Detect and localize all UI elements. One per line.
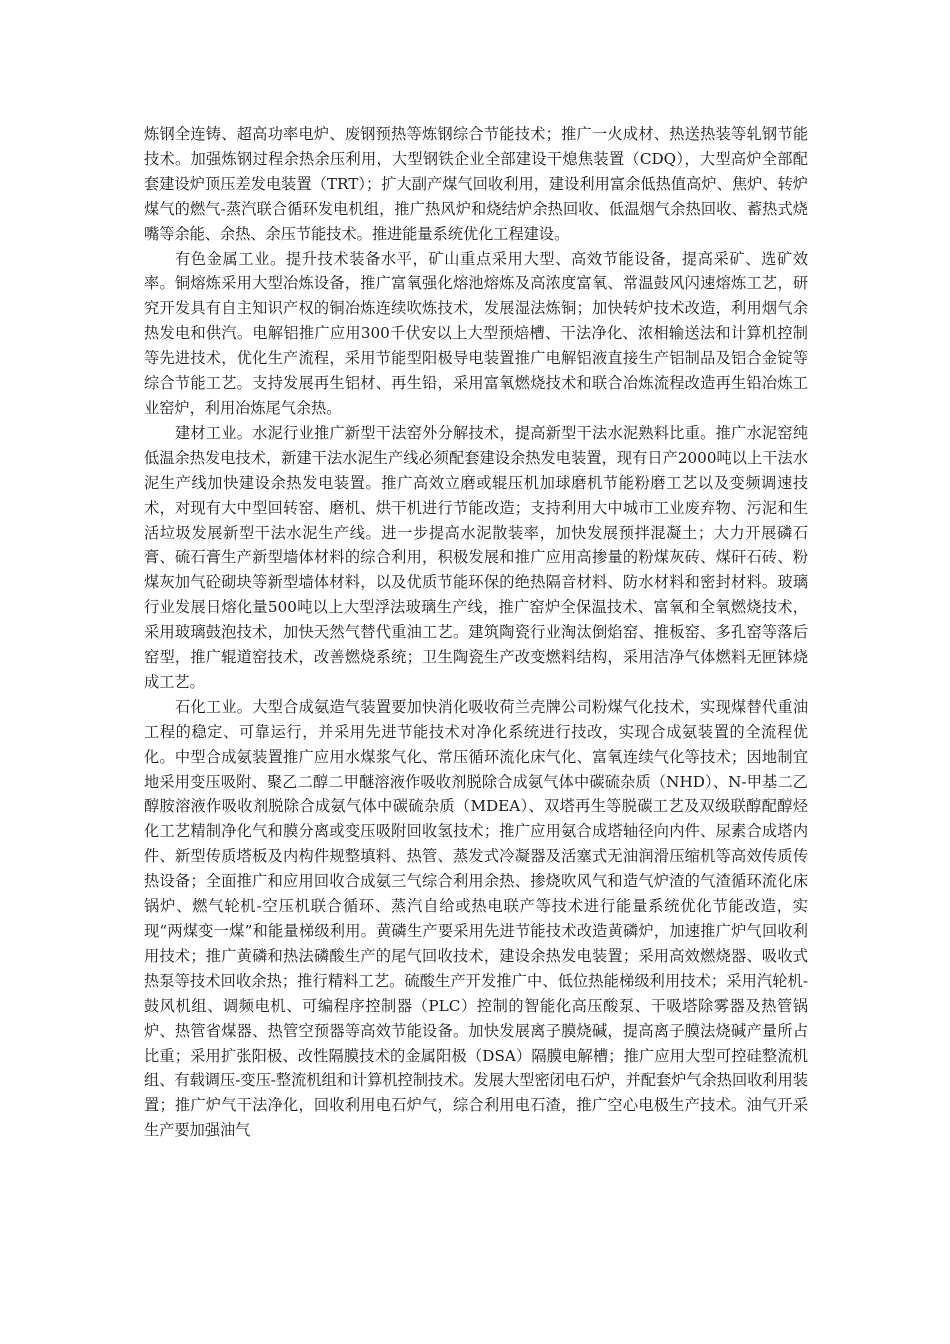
paragraph-petrochemical: 石化工业。大型合成氨造气装置要加快消化吸收荷兰壳牌公司粉煤气化技术，实现煤替代重油工程的稳定、可靠运行，并采用先进节能技术对净化系统进行技改，实现合成氨装置的全流程优化。中型合成氨装置推广应用水煤浆气化、常压循环流化床气化、富氧连续气化等技术；因地制宜地采用变压吸附、聚乙二醇二甲醚溶液作吸收剂脱除合成氨气体中碳硫杂质（NHD）、N-甲基二乙醇胺溶液作吸收剂脱除合成氨气体中碳硫杂质（MDEA）、双塔再生等脱碳工艺及双级联醇配醇烃化工艺精制净化气和膜分离或变压吸附回收氢技术；推广应用氨合成塔轴径向内件、尿素合成塔内件、新型传质塔板及内构件规整填料、热管、蒸发式冷凝器及活塞式无油润滑压缩机等高效传质传热设备；全面推广和应用回收合成氨三气综合利用余热、掺烧吹风气和造气炉渣的气渣循环流化床锅炉、燃气轮机-空压机联合循环、蒸汽自给或热电联产等技术进行能量系统优化节能改造，实现“两煤变一煤”和能量梯级利用。黄磷生产要采用先进节能技术改造黄磷炉，加速推广炉气回收利用技术；推广黄磷和热法磷酸生产的尾气回收技术，建设余热发电装置；采用高效燃烧器、吸收式热泵等技术回收余热；推行精料工艺。硫酸生产开发推广中、低位热能梯级利用技术；采用汽轮机-鼓风机组、调频电机、可编程序控制器（PLC）控制的智能化高压酸泵、干吸塔除雾器及热管锅炉、热管省煤器、热管空预器等高效节能设备。加快发展离子膜烧碱，提高离子膜法烧碱产量所占比重；采用扩张阳极、改性隔膜技术的金属阳极（DSA）隔膜电解槽；推广应用大型可控硅整流机组、有载调压-变压-整流机组和计算机控制技术。发展大型密闭电石炉，并配套炉气余热回收利用装置；推广炉气干法净化，回收利用电石炉气，综合利用电石渣，推广空心电极生产技术。油气开采生产要加强油气 [144, 697, 808, 1140]
paragraph-building-materials: 建材工业。水泥行业推广新型干法窑外分解技术，提高新型干法水泥熟料比重。推广水泥窑纯低温余热发电技术，新建干法水泥生产线必须配套建设余热发电装置，现有日产2000吨以上干法水泥生产线加快建设余热发电装置。推广高效立磨或辊压机加球磨机节能粉磨工艺以及变频调速技术，对现有大中型回转窑、磨机、烘干机进行节能改造；支持利用大中城市工业废弃物、污泥和生活垃圾发展新型干法水泥生产线。进一步提高水泥散装率，加快发展预拌混凝土；大力开展磷石膏、硫石膏生产新型墙体材料的综合利用，积极发展和推广应用高掺量的粉煤灰砖、煤矸石砖、粉煤灰加气砼砌块等新型墙体材料，以及优质节能环保的绝热隔音材料、防水材料和密封材料。玻璃行业发展日熔化量500吨以上大型浮法玻璃生产线，推广窑炉全保温技术、富氧和全氧燃烧技术，采用玻璃鼓泡技术，加快天然气替代重油工艺。建筑陶瓷行业淘汰倒焰窑、推板窑、多孔窑等落后窑型，推广辊道窑技术，改善燃烧系统；卫生陶瓷生产改变燃料结构，采用洁净气体燃料无匣钵烧成工艺。 [144, 423, 808, 691]
paragraph-steel-continued: 炼钢全连铸、超高功率电炉、废钢预热等炼钢综合节能技术；推广一火成材、热送热装等轧钢节能技术。加强炼钢过程余热余压利用，大型钢铁企业全部建设干熄焦装置（CDQ），大型高炉全部配套建设炉顶压差发电装置（TRT）；扩大副产煤气回收利用，建设利用富余低热值高炉、焦炉、转炉煤气的燃气-蒸汽联合循环发电机组，推广热风炉和烧结炉余热回收、低温烟气余热回收、蓄热式烧嘴等余能、余热、余压节能技术。推进能量系统优化工程建设。 [144, 125, 808, 243]
document-body [144, 122, 808, 1143]
paragraph-nonferrous-metals: 有色金属工业。提升技术装备水平，矿山重点采用大型、高效节能设备，提高采矿、选矿效率。铜熔炼采用大型冶炼设备，推广富氧强化熔池熔炼及高浓度富氧、常温鼓风闪速熔炼工艺，研究开发具有自主知识产权的铜冶炼连续吹炼技术，发展湿法炼铜；加快转炉技术改造，利用烟气余热发电和供汽。电解铝推广应用300千伏安以上大型预焙槽、干法净化、浓相输送法和计算机控制等先进技术，优化生产流程，采用节能型阳极导电装置推广电解铝液直接生产铝制品及铝合金锭等综合节能工艺。支持发展再生铝材、再生铅，采用富氧燃烧技术和联合冶炼流程改造再生铅冶炼工业窑炉，利用冶炼尾气余热。 [144, 249, 808, 417]
